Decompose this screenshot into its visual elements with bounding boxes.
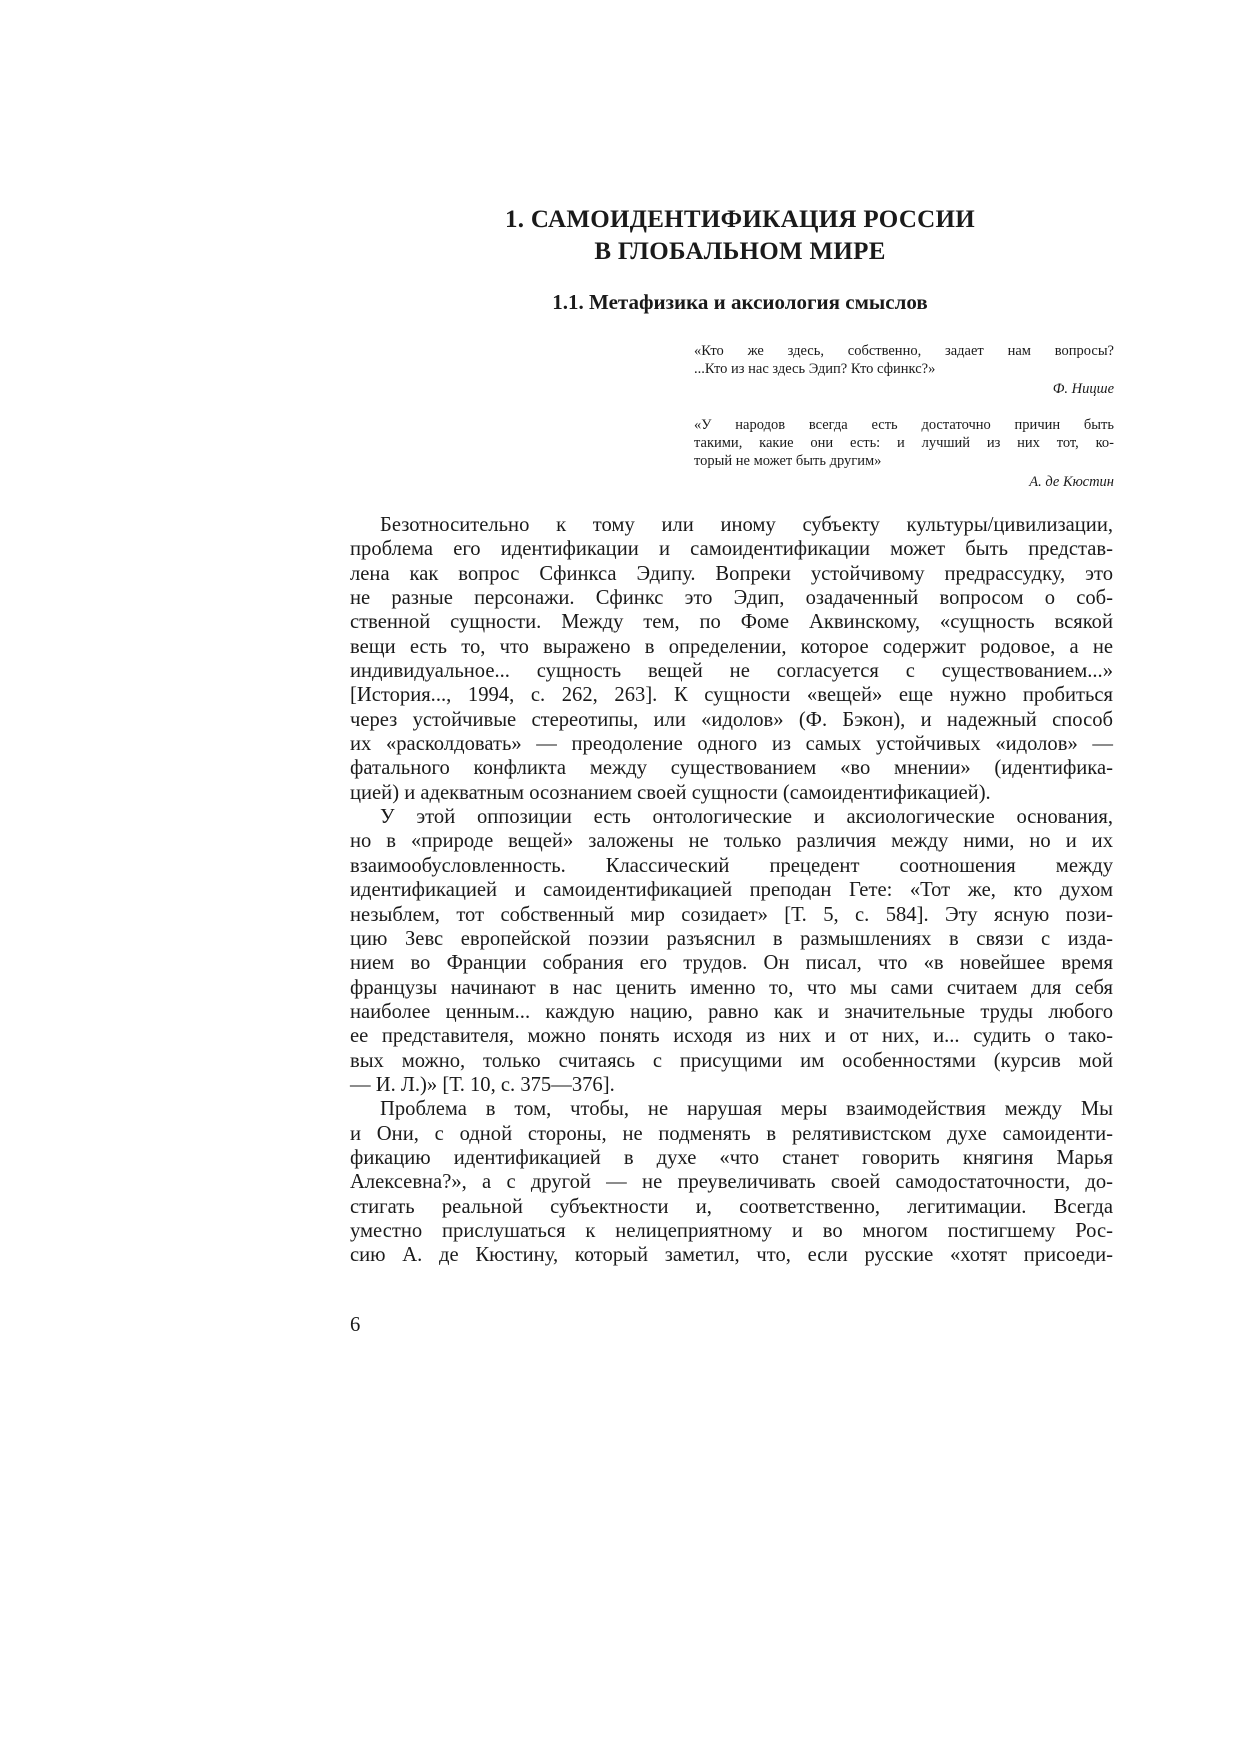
text-line: У этой оппозиции есть онтологические и аксиологические основания,: [380, 806, 1113, 829]
text-line: через устойчивые стереотипы, или «идолов» (Ф. Бэкон), и надежный способ: [350, 708, 1113, 731]
body-text: [350, 513, 1113, 1268]
text-line: и Они, с одной стороны, не подменять в релятивистском духе самоиденти-: [350, 1122, 1113, 1145]
text-line: [История..., 1994, с. 262, 263]. К сущности «вещей» еще нужно пробиться: [350, 684, 1113, 707]
text-line: цию Зевс европейской поэзии разъяснил в размышлениях в связи с изда-: [350, 927, 1113, 950]
text-line: но в «природе вещей» заложены не только различия между ними, но и их: [350, 830, 1113, 853]
text-line: уместно прислушаться к нелицеприятному и во многом постигшему Рос-: [350, 1219, 1113, 1242]
chapter-title-line-2: В ГЛОБАЛЬНОМ МИРЕ: [594, 238, 886, 265]
text-line: вещи есть то, что выражено в определении, которое содержит родовое, а не: [350, 635, 1113, 658]
text-line: лена как вопрос Сфинкса Эдипу. Вопреки устойчивому предрассудку, это: [350, 562, 1113, 585]
text-line: Проблема в том, чтобы, не нарушая меры взаимодействия между Мы: [380, 1098, 1113, 1121]
epigraph-author: А. де Кюстин: [1029, 473, 1114, 490]
text-line: индивидуальное... сущность вещей не согласуется с существованием...»: [350, 660, 1113, 683]
text-line: идентификацией и самоидентификацией преподан Гете: «Тот же, кто духом: [350, 879, 1113, 902]
epigraph-line: «У народов всегда есть достаточно причин быть: [694, 417, 1114, 433]
text-line: Алексевна?», а с другой — не преувеличивать своей самодостаточности, до-: [350, 1171, 1113, 1194]
epigraph-line: ...Кто из нас здесь Эдип? Кто сфинкс?»: [694, 361, 936, 378]
text-line: французы начинают в нас ценить именно то, что мы сами считаем для себя: [350, 976, 1113, 999]
epigraph-nietzsche: [694, 342, 1114, 399]
text-line: проблема его идентификации и самоидентификации может быть представ-: [350, 538, 1113, 561]
text-line: наиболее ценным... каждую нацию, равно как и значительные труды любого: [350, 1000, 1113, 1023]
epigraph-custine: [694, 416, 1114, 491]
text-line: Безотносительно к тому или иному субъекту культуры/цивилизации,: [380, 514, 1113, 536]
text-line: не разные персонажи. Сфинкс это Эдип, озадаченный вопросом о соб-: [350, 587, 1113, 610]
text-line: их «расколдовать» — преодоление одного из самых устойчивых «идолов» —: [350, 733, 1113, 756]
text-line: — И. Л.)» [Т. 10, с. 375—376].: [350, 1073, 615, 1096]
text-line: фикацию идентификацией в духе «что станет говорить княгиня Марья: [350, 1146, 1113, 1169]
epigraph-author: Ф. Ницше: [1052, 381, 1114, 398]
text-line: ее представителя, можно понять исходя из них и от них, и... судить о тако-: [350, 1025, 1113, 1048]
chapter-title: [350, 204, 1130, 268]
text-line: взаимообусловленность. Классический прецедент соотношения между: [350, 854, 1113, 877]
chapter-title-line-1: 1. САМОИДЕНТИФИКАЦИЯ РОССИИ: [504, 206, 976, 233]
text-line: стигать реальной субъектности и, соответственно, легитимации. Всегда: [350, 1195, 1113, 1218]
section-title: 1.1. Метафизика и аксиология смыслов: [552, 290, 928, 314]
text-line: нием во Франции собрания его трудов. Он писал, что «в новейшее время: [350, 952, 1113, 975]
epigraph-line: «Кто же здесь, собственно, задает нам вопросы?: [694, 343, 1114, 359]
text-line: незыблем, тот собственный мир созидает» [Т. 5, с. 584]. Эту ясную пози-: [350, 903, 1113, 926]
page-number: 6: [350, 1314, 361, 1336]
text-line: ственной сущности. Между тем, по Фоме Аквинскому, «сущность всякой: [350, 611, 1113, 634]
text-line: фатального конфликта между существованием «во мнении» (идентифика-: [350, 757, 1113, 780]
epigraph-line: торый не может быть другим»: [694, 453, 882, 470]
text-line: цией) и адекватным осознанием своей сущности (самоидентификацией).: [350, 781, 991, 804]
epigraph-line: такими, какие они есть: и лучший из них тот, ко-: [694, 435, 1114, 452]
text-line: вых можно, только считаясь с присущими им особенностями (курсив мой: [350, 1049, 1113, 1072]
text-line: сию А. де Кюстину, который заметил, что, если русские «хотят присоеди-: [350, 1244, 1113, 1267]
